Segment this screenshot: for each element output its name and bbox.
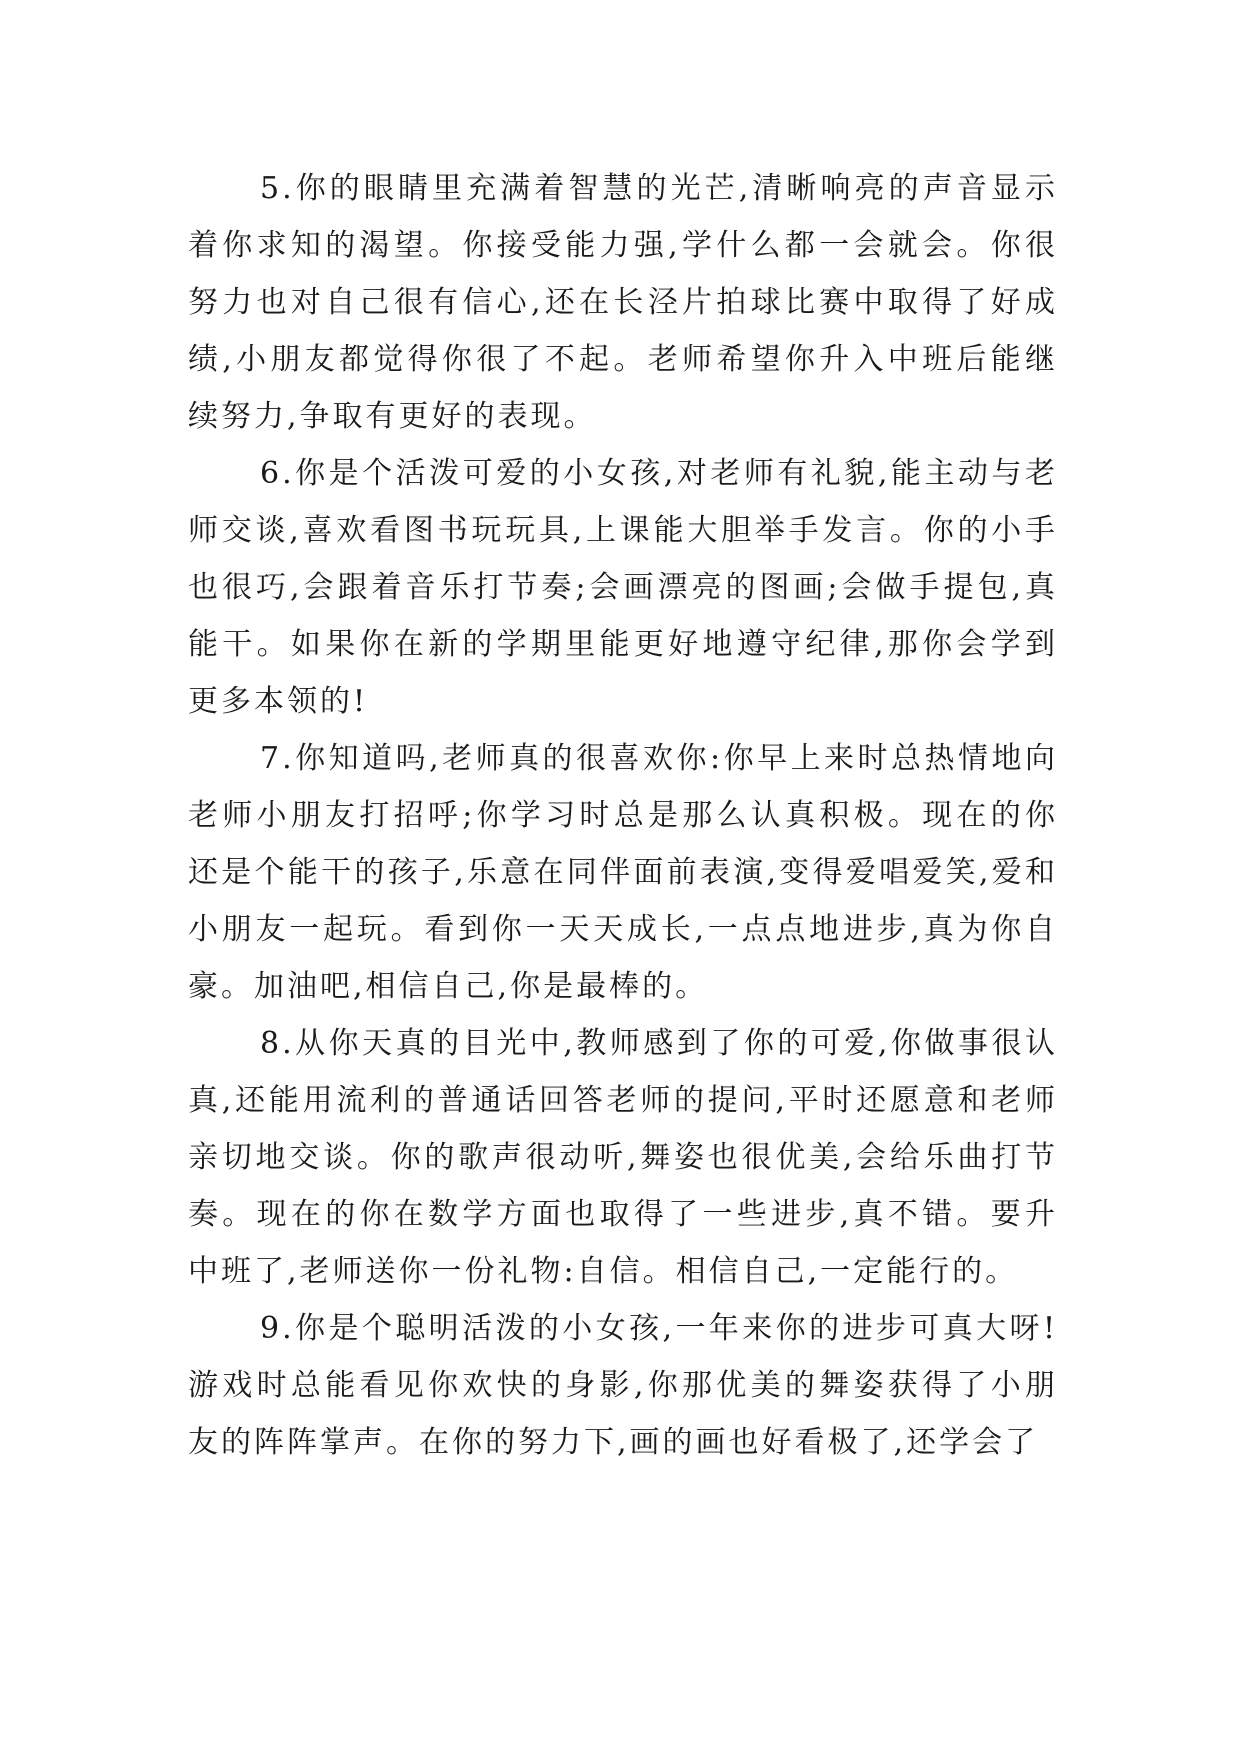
paragraph-6: 6.你是个活泼可爱的小女孩,对老师有礼貌,能主动与老师交谈,喜欢看图书玩玩具,上课能大胆举手发言。你的小手也很巧,会跟着音乐打节奏;会画漂亮的图画;会做手提包,真能干。如果你在新的学期里能更好地遵守纪律,那你会学到更多本领的! [188, 456, 1058, 719]
paragraph-7: 7.你知道吗,老师真的很喜欢你:你早上来时总热情地向老师小朋友打招呼;你学习时总是那么认真积极。现在的你还是个能干的孩子,乐意在同伴面前表演,变得爱唱爱笑,爱和小朋友一起玩。看到你一天天成长,一点点地进步,真为你自豪。加油吧,相信自己,你是最棒的。 [188, 741, 1058, 1004]
document-body [188, 160, 1058, 1471]
paragraph-8: 8.从你天真的目光中,教师感到了你的可爱,你做事很认真,还能用流利的普通话回答老师的提问,平时还愿意和老师亲切地交谈。你的歌声很动听,舞姿也很优美,会给乐曲打节奏。现在的你在数学方面也取得了一些进步,真不错。要升中班了,老师送你一份礼物:自信。相信自己,一定能行的。 [188, 1026, 1058, 1289]
paragraph-9: 9.你是个聪明活泼的小女孩,一年来你的进步可真大呀!游戏时总能看见你欢快的身影,你那优美的舞姿获得了小朋友的阵阵掌声。在你的努力下,画的画也好看极了,还学会了 [188, 1311, 1058, 1460]
paragraph-5: 5.你的眼睛里充满着智慧的光芒,清晰响亮的声音显示着你求知的渴望。你接受能力强,学什么都一会就会。你很努力也对自己很有信心,还在长泾片拍球比赛中取得了好成绩,小朋友都觉得你很了不起。老师希望你升入中班后能继续努力,争取有更好的表现。 [188, 171, 1058, 434]
